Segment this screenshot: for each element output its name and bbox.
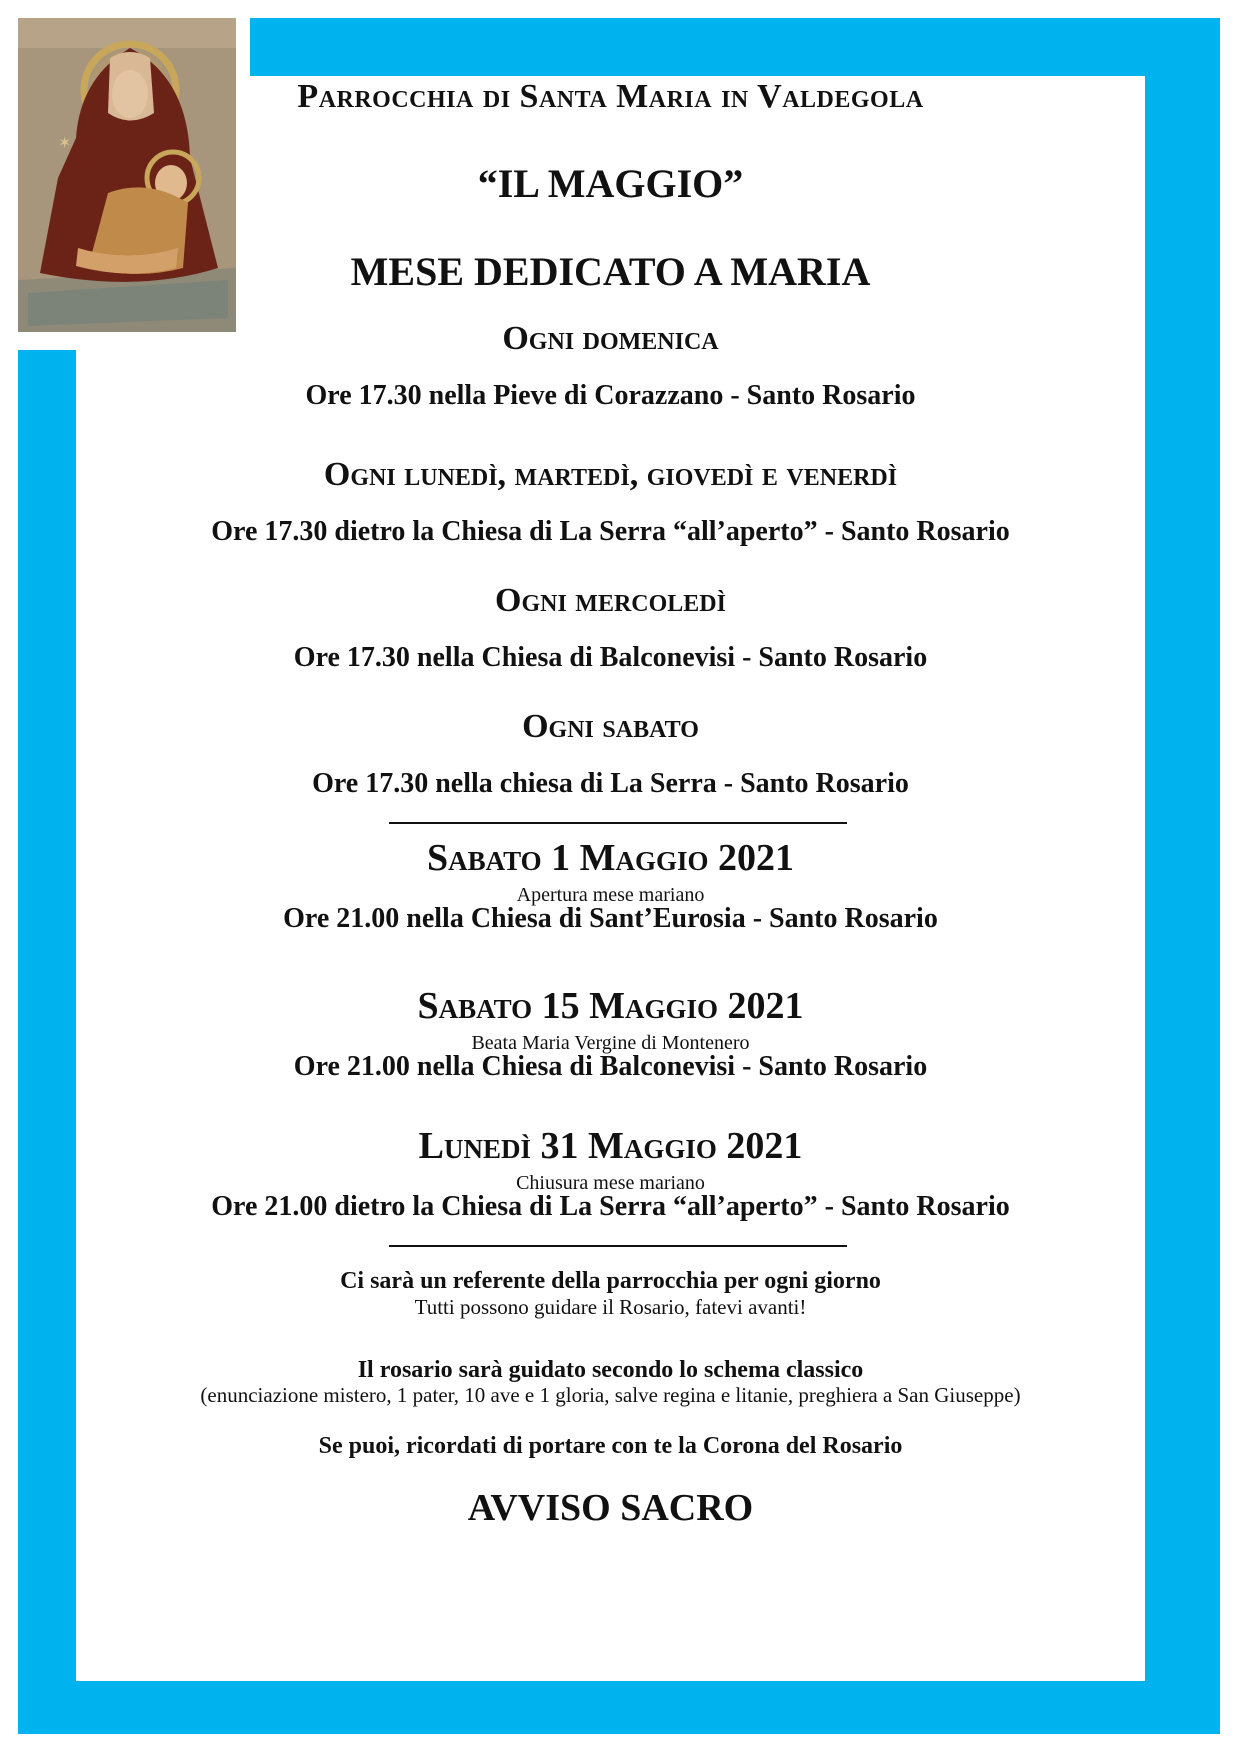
event-note: Chiusura mese mariano: [516, 1172, 705, 1194]
scheme-subnote: (enunciazione mistero, 1 pater, 10 ave e 1 gloria, salve regina e litanie, preghiera a San Giuseppe): [200, 1383, 1021, 1407]
event-detail: Ore 21.00 dietro la Chiesa di La Serra “all’aperto” - Santo Rosario: [211, 1191, 1010, 1222]
weekly-detail: Ore 17.30 nella chiesa di La Serra - Santo Rosario: [312, 768, 909, 799]
flyer-subtitle: MESE DEDICATO A MARIA: [350, 249, 871, 294]
event-date: Lunedì 31 Maggio 2021: [418, 1125, 803, 1167]
weekly-day-heading: Ogni sabato: [522, 708, 699, 745]
weekly-detail: Ore 17.30 dietro la Chiesa di La Serra “all’aperto” - Santo Rosario: [211, 516, 1010, 547]
weekly-day-heading: Ogni mercoledì: [495, 582, 726, 619]
scheme-note: Il rosario sarà guidato secondo lo schema classico: [357, 1357, 864, 1383]
event-detail: Ore 21.00 nella Chiesa di Sant’Eurosia - Santo Rosario: [283, 903, 938, 934]
frame-right-bar: [1145, 18, 1220, 1734]
footer-title: AVVISO SACRO: [467, 1487, 754, 1529]
weekly-day-heading: Ogni domenica: [502, 320, 719, 357]
event-date: Sabato 15 Maggio 2021: [417, 985, 804, 1027]
flyer-content: [76, 76, 1145, 1681]
bring-rosary-note: Se puoi, ricordati di portare con te la Corona del Rosario: [318, 1433, 903, 1459]
event-note: Apertura mese mariano: [516, 884, 705, 906]
flyer-title: “IL MAGGIO”: [477, 161, 744, 206]
frame-left-bar: [18, 350, 76, 1734]
frame-top-bar: [250, 18, 1220, 76]
event-date: Sabato 1 Maggio 2021: [426, 837, 795, 879]
referent-note: Ci sarà un referente della parrocchia per ogni giorno: [340, 1268, 881, 1294]
weekly-detail: Ore 17.30 nella Chiesa di Balconevisi - Santo Rosario: [293, 642, 928, 673]
weekly-day-heading: Ogni lunedì, martedì, giovedì e venerdì: [323, 456, 898, 493]
weekly-detail: Ore 17.30 nella Pieve di Corazzano - Santo Rosario: [305, 380, 916, 411]
svg-text:✶: ✶: [58, 133, 72, 152]
event-detail: Ore 21.00 nella Chiesa di Balconevisi - Santo Rosario: [293, 1051, 928, 1082]
frame-bottom-bar: [18, 1681, 1220, 1734]
divider-rule: [389, 822, 847, 824]
divider-rule: [389, 1245, 847, 1247]
event-note: Beata Maria Vergine di Montenero: [471, 1032, 750, 1054]
referent-subnote: Tutti possono guidare il Rosario, fatevi avanti!: [414, 1295, 807, 1319]
parish-name: Parrocchia di Santa Maria in Valdegola: [297, 78, 924, 115]
